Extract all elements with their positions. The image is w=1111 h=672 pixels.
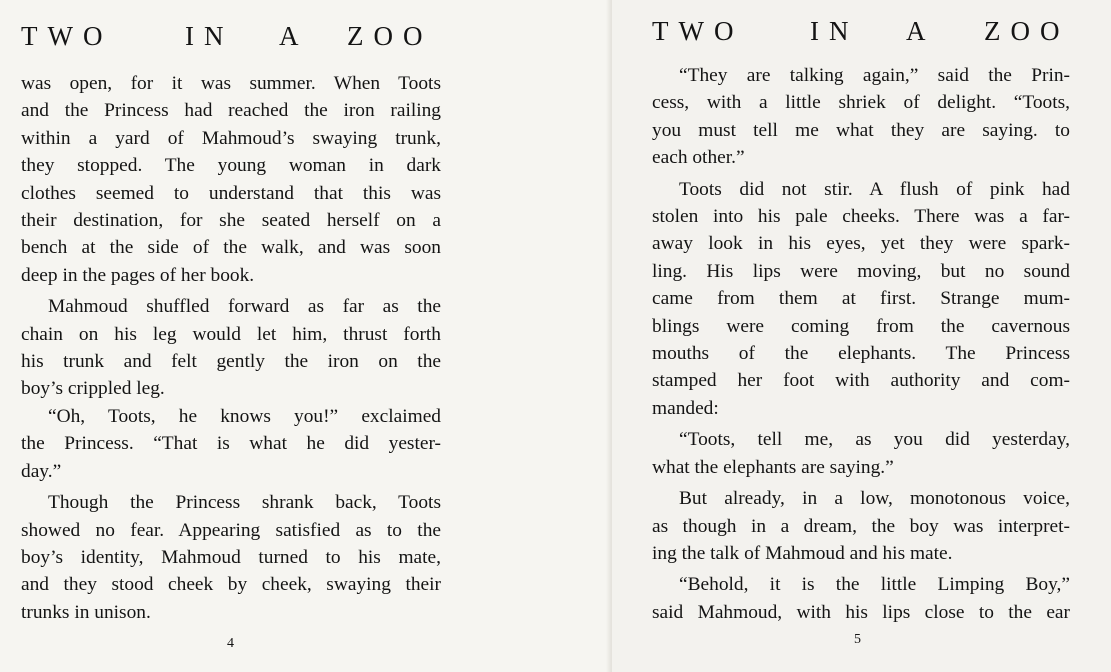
header-word: TWO bbox=[21, 21, 113, 51]
text-line: what the elephants are saying.” bbox=[652, 456, 894, 478]
text-line: mouths of the elephants. The Princess bbox=[652, 343, 1070, 365]
header-word: ZOO bbox=[347, 21, 433, 51]
text-line: But already, in a low, monotonous voice, bbox=[679, 488, 1070, 510]
text-line: was open, for it was summer. When Toots bbox=[21, 73, 441, 94]
text-line: cess, with a little shriek of delight. “Toots, bbox=[652, 92, 1070, 114]
body-text bbox=[652, 62, 1070, 626]
running-header bbox=[21, 21, 441, 52]
header-word: IN bbox=[185, 21, 234, 51]
text-line: chain on his leg would let him, thrust forth bbox=[21, 323, 441, 345]
page-number: 4 bbox=[227, 636, 234, 651]
running-header bbox=[652, 16, 1082, 47]
text-line: boy’s crippled leg. bbox=[21, 378, 165, 400]
header-word: ZOO bbox=[984, 16, 1070, 46]
text-line: day.” bbox=[21, 460, 62, 482]
text-line: “Behold, it is the little Limping Boy,” bbox=[679, 574, 1070, 596]
text-line: his trunk and felt gently the iron on the bbox=[21, 351, 441, 373]
text-line: ling. His lips were moving, but no sound bbox=[652, 260, 1070, 282]
header-word: A bbox=[906, 16, 936, 46]
text-line: each other.” bbox=[652, 147, 745, 169]
text-line: “They are talking again,” said the Prin- bbox=[679, 65, 1070, 86]
text-line: away look in his eyes, yet they were spark- bbox=[652, 233, 1070, 255]
header-word: IN bbox=[810, 16, 859, 46]
text-line: trunks in unison. bbox=[21, 601, 151, 623]
header-word: TWO bbox=[652, 16, 744, 46]
right-page bbox=[612, 0, 1111, 672]
text-line: stolen into his pale cheeks. There was a far- bbox=[652, 206, 1070, 228]
text-line: deep in the pages of her book. bbox=[21, 264, 255, 286]
text-line: said Mahmoud, with his lips close to the ear bbox=[652, 601, 1070, 623]
text-line: “Toots, tell me, as you did yesterday, bbox=[679, 429, 1070, 451]
text-line: bench at the side of the walk, and was soon bbox=[21, 237, 441, 259]
text-line: blings were coming from the cavernous bbox=[652, 315, 1070, 337]
text-line: clothes seemed to understand that this was bbox=[21, 182, 441, 204]
text-line: showed no fear. Appearing satisfied as to the bbox=[21, 519, 441, 541]
header-word: A bbox=[279, 21, 309, 51]
text-line: and they stood cheek by cheek, swaying their bbox=[21, 574, 441, 596]
text-line: Toots did not stir. A flush of pink had bbox=[679, 178, 1070, 200]
text-line: you must tell me what they are saying. to bbox=[652, 119, 1070, 141]
body-text bbox=[21, 70, 441, 626]
text-line: and the Princess had reached the iron railing bbox=[21, 100, 441, 122]
text-line: the Princess. “That is what he did yester- bbox=[21, 433, 441, 455]
text-line: came from them at first. Strange mum- bbox=[652, 288, 1070, 310]
text-line: they stopped. The young woman in dark bbox=[21, 155, 441, 177]
text-line: ing the talk of Mahmoud and his mate. bbox=[652, 542, 953, 564]
text-line: Though the Princess shrank back, Toots bbox=[48, 492, 441, 514]
text-line: within a yard of Mahmoud’s swaying trunk, bbox=[21, 127, 441, 149]
text-line: stamped her foot with authority and com- bbox=[652, 370, 1070, 392]
text-line: manded: bbox=[652, 397, 719, 419]
text-line: as though in a dream, the boy was interpret- bbox=[652, 515, 1070, 537]
text-line: boy’s identity, Mahmoud turned to his mate, bbox=[21, 546, 441, 568]
text-line: Mahmoud shuffled forward as far as the bbox=[48, 296, 441, 318]
text-line: their destination, for she seated herself on a bbox=[21, 210, 441, 232]
text-line: “Oh, Toots, he knows you!” exclaimed bbox=[48, 405, 441, 427]
page-number: 5 bbox=[854, 632, 861, 647]
